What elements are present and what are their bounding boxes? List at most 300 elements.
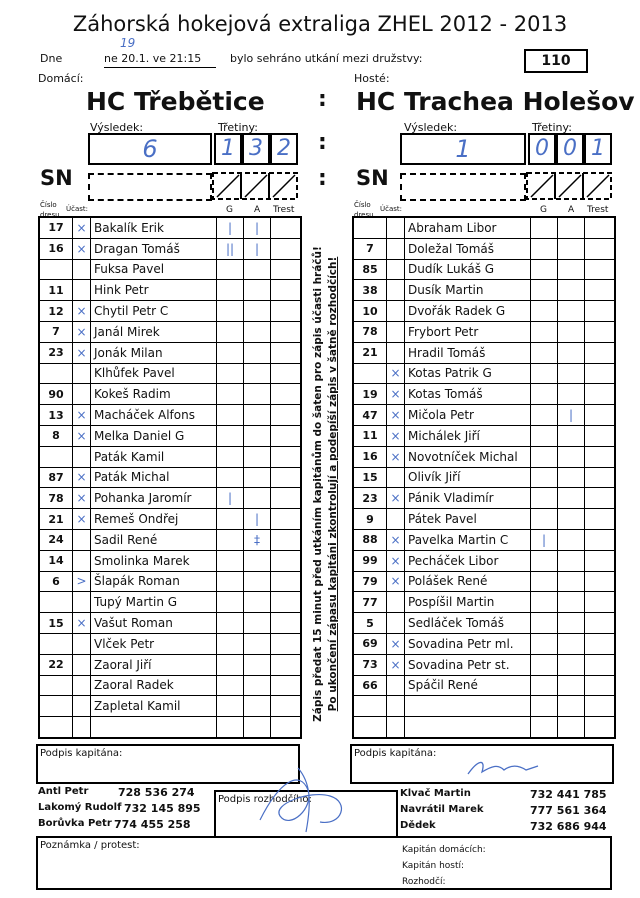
home-player-penalty[interactable]: [271, 529, 302, 550]
home-player-assists[interactable]: [244, 363, 271, 384]
away-player-assists[interactable]: [558, 363, 585, 384]
away-player-assists[interactable]: [558, 571, 585, 592]
home-player-number[interactable]: 16: [39, 238, 73, 259]
away-player-number[interactable]: 23: [353, 488, 387, 509]
away-player-assists[interactable]: [558, 321, 585, 342]
away-player-penalty[interactable]: [585, 425, 616, 446]
home-player-penalty[interactable]: [271, 217, 302, 238]
away-player-assists[interactable]: [558, 280, 585, 301]
home-player-participation[interactable]: >: [73, 571, 91, 592]
away-player-assists[interactable]: [558, 529, 585, 550]
home-player-goals[interactable]: [217, 509, 244, 530]
away-player-goals[interactable]: |: [531, 529, 558, 550]
away-player-number[interactable]: 88: [353, 529, 387, 550]
home-player-goals[interactable]: [217, 363, 244, 384]
away-player-row: [353, 592, 615, 613]
away-player-number[interactable]: 7: [353, 238, 387, 259]
home-player-penalty[interactable]: [271, 675, 302, 696]
away-player-goals[interactable]: [531, 509, 558, 530]
home-player-number[interactable]: 15: [39, 613, 73, 634]
home-player-row: [39, 696, 301, 717]
away-player-goals[interactable]: [531, 613, 558, 634]
away-player-participation[interactable]: ×: [387, 633, 405, 654]
home-player-goals[interactable]: [217, 613, 244, 634]
away-player-participation[interactable]: ×: [387, 425, 405, 446]
away-player-penalty[interactable]: [585, 446, 616, 467]
home-player-assists[interactable]: [244, 259, 271, 280]
away-player-number[interactable]: 5: [353, 613, 387, 634]
away-player-assists[interactable]: [558, 633, 585, 654]
home-player-name: Remeš Ondřej: [91, 509, 217, 530]
away-player-name: Sovadina Petr st.: [405, 654, 531, 675]
away-player-participation[interactable]: [387, 280, 405, 301]
home-player-number[interactable]: 24: [39, 529, 73, 550]
home-player-number[interactable]: 78: [39, 488, 73, 509]
home-player-goals[interactable]: [217, 425, 244, 446]
home-col-participation: Účast:: [66, 205, 89, 213]
away-player-penalty[interactable]: [585, 509, 616, 530]
home-player-goals[interactable]: [217, 259, 244, 280]
away-player-participation[interactable]: [387, 717, 405, 738]
away-player-participation[interactable]: ×: [387, 571, 405, 592]
away-player-number[interactable]: 85: [353, 259, 387, 280]
away-team-name: HC Trachea Holešov: [356, 87, 635, 116]
home-player-assists[interactable]: [244, 342, 271, 363]
home-player-penalty[interactable]: [271, 280, 302, 301]
away-player-penalty[interactable]: [585, 238, 616, 259]
home-player-number[interactable]: [39, 717, 73, 738]
away-official-3-name: Dědek: [400, 820, 436, 831]
away-player-name: Olivík Jiří: [405, 467, 531, 488]
away-player-participation[interactable]: [387, 592, 405, 613]
home-player-name: [91, 717, 217, 738]
away-player-penalty[interactable]: [585, 259, 616, 280]
home-player-goals[interactable]: |: [217, 488, 244, 509]
home-player-goals[interactable]: [217, 321, 244, 342]
away-player-participation[interactable]: ×: [387, 488, 405, 509]
away-official-3-phone: 732 686 944: [530, 820, 607, 833]
home-player-row: [39, 571, 301, 592]
home-player-goals[interactable]: [217, 592, 244, 613]
home-player-number[interactable]: 11: [39, 280, 73, 301]
home-player-participation[interactable]: ×: [73, 217, 91, 238]
away-period-2-value: 0: [563, 136, 577, 161]
away-player-participation[interactable]: [387, 321, 405, 342]
played-text: bylo sehráno utkání mezi družstvy:: [230, 52, 423, 65]
home-player-penalty[interactable]: [271, 238, 302, 259]
colon-separator-2: :: [318, 130, 327, 155]
home-player-goals[interactable]: [217, 529, 244, 550]
away-player-penalty[interactable]: [585, 280, 616, 301]
home-player-number[interactable]: 87: [39, 467, 73, 488]
away-player-goals[interactable]: [531, 301, 558, 322]
home-player-participation[interactable]: ×: [73, 509, 91, 530]
away-player-row: [353, 446, 615, 467]
away-player-assists[interactable]: [558, 259, 585, 280]
home-player-name: Sadil René: [91, 529, 217, 550]
away-player-goals[interactable]: [531, 488, 558, 509]
away-roster-table: [352, 216, 616, 739]
home-player-name: Vlček Petr: [91, 633, 217, 654]
home-player-penalty[interactable]: [271, 696, 302, 717]
away-player-assists[interactable]: [558, 238, 585, 259]
away-player-penalty[interactable]: [585, 342, 616, 363]
away-player-number[interactable]: [353, 363, 387, 384]
away-player-goals[interactable]: [531, 425, 558, 446]
away-player-assists[interactable]: [558, 550, 585, 571]
home-player-goals[interactable]: [217, 384, 244, 405]
home-player-participation[interactable]: [73, 654, 91, 675]
away-player-goals[interactable]: [531, 321, 558, 342]
away-player-name: Dusík Martin: [405, 280, 531, 301]
home-player-assists[interactable]: |: [244, 238, 271, 259]
away-player-number[interactable]: 11: [353, 425, 387, 446]
home-player-assists[interactable]: |: [244, 509, 271, 530]
home-player-number[interactable]: 13: [39, 405, 73, 426]
away-player-penalty[interactable]: [585, 467, 616, 488]
home-player-assists[interactable]: [244, 654, 271, 675]
home-player-number[interactable]: 22: [39, 654, 73, 675]
home-player-assists[interactable]: [244, 280, 271, 301]
away-player-penalty[interactable]: [585, 488, 616, 509]
away-result-value: 1: [455, 135, 471, 163]
away-player-row: [353, 425, 615, 446]
away-player-number[interactable]: 73: [353, 654, 387, 675]
away-player-name: Kotas Patrik G: [405, 363, 531, 384]
home-player-participation[interactable]: [73, 446, 91, 467]
home-player-participation[interactable]: ×: [73, 405, 91, 426]
home-player-penalty[interactable]: [271, 717, 302, 738]
home-player-number[interactable]: [39, 675, 73, 696]
away-player-assists[interactable]: [558, 696, 585, 717]
home-player-assists[interactable]: [244, 467, 271, 488]
home-player-penalty[interactable]: [271, 571, 302, 592]
away-player-penalty[interactable]: [585, 363, 616, 384]
away-player-participation[interactable]: ×: [387, 529, 405, 550]
away-player-assists[interactable]: [558, 217, 585, 238]
home-player-number[interactable]: 90: [39, 384, 73, 405]
home-player-assists[interactable]: [244, 696, 271, 717]
home-player-name: Dragan Tomáš: [91, 238, 217, 259]
home-player-row: [39, 363, 301, 384]
home-player-participation[interactable]: ×: [73, 613, 91, 634]
away-player-assists[interactable]: |: [558, 405, 585, 426]
home-player-goals[interactable]: [217, 550, 244, 571]
referee-label: Podpis rozhodčího:: [218, 794, 312, 805]
away-player-penalty[interactable]: [585, 613, 616, 634]
home-player-assists[interactable]: [244, 321, 271, 342]
away-player-participation[interactable]: ×: [387, 446, 405, 467]
home-player-assists[interactable]: [244, 425, 271, 446]
away-player-goals[interactable]: [531, 259, 558, 280]
home-player-penalty[interactable]: [271, 342, 302, 363]
away-sn-label: SN: [356, 166, 389, 190]
home-player-participation[interactable]: [73, 363, 91, 384]
home-player-number[interactable]: 17: [39, 217, 73, 238]
away-player-penalty[interactable]: [585, 592, 616, 613]
date-label: Dne: [40, 52, 63, 65]
away-player-participation[interactable]: ×: [387, 654, 405, 675]
away-player-number[interactable]: 16: [353, 446, 387, 467]
home-player-penalty[interactable]: [271, 384, 302, 405]
home-player-penalty[interactable]: [271, 488, 302, 509]
home-player-participation[interactable]: ×: [73, 488, 91, 509]
home-player-name: Hink Petr: [91, 280, 217, 301]
home-player-penalty[interactable]: [271, 654, 302, 675]
home-player-goals[interactable]: [217, 280, 244, 301]
away-player-participation[interactable]: [387, 613, 405, 634]
away-player-goals[interactable]: [531, 217, 558, 238]
away-player-name: Pavelka Martin C: [405, 529, 531, 550]
away-player-number[interactable]: 21: [353, 342, 387, 363]
away-player-assists[interactable]: [558, 467, 585, 488]
home-player-participation[interactable]: [73, 696, 91, 717]
home-player-penalty[interactable]: [271, 550, 302, 571]
away-player-number[interactable]: 15: [353, 467, 387, 488]
home-player-number[interactable]: [39, 259, 73, 280]
away-player-assists[interactable]: [558, 675, 585, 696]
away-player-goals[interactable]: [531, 280, 558, 301]
away-player-goals[interactable]: [531, 717, 558, 738]
home-player-goals[interactable]: [217, 446, 244, 467]
colon-separator-3: :: [318, 166, 327, 191]
home-player-participation[interactable]: [73, 550, 91, 571]
home-player-participation[interactable]: [73, 633, 91, 654]
away-player-participation[interactable]: [387, 217, 405, 238]
home-player-assists[interactable]: ‡: [244, 529, 271, 550]
home-player-row: [39, 342, 301, 363]
away-player-penalty[interactable]: [585, 405, 616, 426]
away-player-goals[interactable]: [531, 675, 558, 696]
away-player-assists[interactable]: [558, 425, 585, 446]
home-player-goals[interactable]: |: [217, 217, 244, 238]
away-player-number[interactable]: 9: [353, 509, 387, 530]
away-player-assists[interactable]: [558, 301, 585, 322]
home-side-label: Domácí:: [38, 72, 84, 85]
away-player-participation[interactable]: [387, 467, 405, 488]
home-captain-label: Podpis kapitána:: [40, 748, 123, 759]
home-player-penalty[interactable]: [271, 405, 302, 426]
away-player-penalty[interactable]: [585, 696, 616, 717]
home-player-penalty[interactable]: [271, 301, 302, 322]
home-player-number[interactable]: [39, 363, 73, 384]
away-player-assists[interactable]: [558, 509, 585, 530]
home-player-assists[interactable]: [244, 405, 271, 426]
away-player-number[interactable]: 66: [353, 675, 387, 696]
home-player-assists[interactable]: |: [244, 217, 271, 238]
home-player-participation[interactable]: ×: [73, 321, 91, 342]
away-player-assists[interactable]: [558, 446, 585, 467]
away-player-participation[interactable]: [387, 696, 405, 717]
away-player-goals[interactable]: [531, 696, 558, 717]
away-player-number[interactable]: 99: [353, 550, 387, 571]
home-player-participation[interactable]: ×: [73, 342, 91, 363]
home-player-penalty[interactable]: [271, 592, 302, 613]
home-player-assists[interactable]: [244, 301, 271, 322]
away-player-assists[interactable]: [558, 384, 585, 405]
home-player-participation[interactable]: [73, 529, 91, 550]
away-player-goals[interactable]: [531, 384, 558, 405]
home-player-participation[interactable]: [73, 280, 91, 301]
home-player-penalty[interactable]: [271, 509, 302, 530]
home-player-row: [39, 529, 301, 550]
away-player-penalty[interactable]: [585, 217, 616, 238]
away-player-penalty[interactable]: [585, 550, 616, 571]
away-col-a: A: [568, 205, 575, 215]
home-player-number[interactable]: 7: [39, 321, 73, 342]
away-captain-box[interactable]: [350, 744, 614, 784]
away-player-goals[interactable]: [531, 467, 558, 488]
away-player-goals[interactable]: [531, 363, 558, 384]
home-player-assists[interactable]: [244, 488, 271, 509]
away-player-penalty[interactable]: [585, 301, 616, 322]
away-player-penalty[interactable]: [585, 633, 616, 654]
away-player-participation[interactable]: [387, 238, 405, 259]
home-player-assists[interactable]: [244, 592, 271, 613]
away-player-assists[interactable]: [558, 592, 585, 613]
home-player-assists[interactable]: [244, 550, 271, 571]
away-player-participation[interactable]: ×: [387, 550, 405, 571]
home-player-penalty[interactable]: [271, 446, 302, 467]
away-player-number[interactable]: 77: [353, 592, 387, 613]
home-player-assists[interactable]: [244, 675, 271, 696]
away-player-penalty[interactable]: [585, 675, 616, 696]
home-player-number[interactable]: 12: [39, 301, 73, 322]
away-player-penalty[interactable]: [585, 384, 616, 405]
home-player-row: [39, 280, 301, 301]
home-player-penalty[interactable]: [271, 613, 302, 634]
home-player-assists[interactable]: [244, 446, 271, 467]
home-player-participation[interactable]: ×: [73, 301, 91, 322]
home-player-goals[interactable]: ||: [217, 238, 244, 259]
away-player-penalty[interactable]: [585, 717, 616, 738]
away-player-penalty[interactable]: [585, 571, 616, 592]
away-player-goals[interactable]: [531, 550, 558, 571]
home-player-goals[interactable]: [217, 675, 244, 696]
away-player-goals[interactable]: [531, 633, 558, 654]
away-player-number[interactable]: [353, 217, 387, 238]
home-player-number[interactable]: 8: [39, 425, 73, 446]
home-player-participation[interactable]: [73, 384, 91, 405]
away-player-assists[interactable]: [558, 654, 585, 675]
home-col-number: Číslo dresu: [40, 201, 60, 219]
home-player-penalty[interactable]: [271, 425, 302, 446]
away-player-goals[interactable]: [531, 592, 558, 613]
away-col-trest: Trest: [587, 205, 609, 215]
away-player-name: Polášek René: [405, 571, 531, 592]
home-player-assists[interactable]: [244, 613, 271, 634]
home-player-goals[interactable]: [217, 633, 244, 654]
home-player-number[interactable]: [39, 592, 73, 613]
away-player-number[interactable]: 38: [353, 280, 387, 301]
home-player-number[interactable]: 23: [39, 342, 73, 363]
away-player-assists[interactable]: [558, 488, 585, 509]
home-player-number[interactable]: [39, 696, 73, 717]
home-player-row: [39, 238, 301, 259]
note-box[interactable]: [36, 836, 612, 890]
away-player-goals[interactable]: [531, 571, 558, 592]
away-player-penalty[interactable]: [585, 321, 616, 342]
home-player-goals[interactable]: [217, 301, 244, 322]
away-player-participation[interactable]: ×: [387, 405, 405, 426]
away-player-goals[interactable]: [531, 654, 558, 675]
away-player-goals[interactable]: [531, 238, 558, 259]
away-player-number[interactable]: [353, 717, 387, 738]
away-player-penalty[interactable]: [585, 654, 616, 675]
home-player-participation[interactable]: ×: [73, 425, 91, 446]
home-player-number[interactable]: [39, 633, 73, 654]
home-player-assists[interactable]: [244, 717, 271, 738]
home-player-number[interactable]: 21: [39, 509, 73, 530]
home-player-participation[interactable]: [73, 259, 91, 280]
home-player-number[interactable]: [39, 446, 73, 467]
away-player-row: [353, 550, 615, 571]
away-player-goals[interactable]: [531, 342, 558, 363]
home-periods-label: Třetiny:: [218, 121, 258, 134]
away-player-participation[interactable]: [387, 259, 405, 280]
away-player-number[interactable]: 79: [353, 571, 387, 592]
away-player-participation[interactable]: [387, 342, 405, 363]
home-player-goals[interactable]: [217, 571, 244, 592]
away-player-assists[interactable]: [558, 613, 585, 634]
away-player-number[interactable]: 78: [353, 321, 387, 342]
home-player-goals[interactable]: [217, 405, 244, 426]
away-official-1-name: Klvač Martin: [400, 788, 471, 799]
away-player-number[interactable]: [353, 696, 387, 717]
home-player-goals[interactable]: [217, 717, 244, 738]
home-player-participation[interactable]: [73, 717, 91, 738]
away-player-penalty[interactable]: [585, 529, 616, 550]
home-player-goals[interactable]: [217, 696, 244, 717]
away-player-goals[interactable]: [531, 405, 558, 426]
away-player-row: [353, 217, 615, 238]
home-player-penalty[interactable]: [271, 321, 302, 342]
home-player-participation[interactable]: ×: [73, 467, 91, 488]
home-player-number[interactable]: 14: [39, 550, 73, 571]
home-player-goals[interactable]: [217, 342, 244, 363]
away-player-participation[interactable]: [387, 301, 405, 322]
home-player-number[interactable]: 6: [39, 571, 73, 592]
home-player-participation[interactable]: [73, 675, 91, 696]
home-player-assists[interactable]: [244, 571, 271, 592]
home-player-participation[interactable]: ×: [73, 238, 91, 259]
away-player-participation[interactable]: [387, 675, 405, 696]
home-player-name: Paták Kamil: [91, 446, 217, 467]
home-player-assists[interactable]: [244, 633, 271, 654]
away-player-participation[interactable]: [387, 509, 405, 530]
home-player-penalty[interactable]: [271, 467, 302, 488]
away-player-number[interactable]: 47: [353, 405, 387, 426]
away-player-assists[interactable]: [558, 342, 585, 363]
away-player-number[interactable]: 69: [353, 633, 387, 654]
home-period-3-value: 2: [277, 136, 291, 161]
away-player-participation[interactable]: ×: [387, 363, 405, 384]
home-player-penalty[interactable]: [271, 633, 302, 654]
away-player-participation[interactable]: ×: [387, 384, 405, 405]
home-player-row: [39, 488, 301, 509]
away-player-goals[interactable]: [531, 446, 558, 467]
footer-referee: Rozhodčí:: [402, 877, 446, 887]
away-player-number[interactable]: 10: [353, 301, 387, 322]
home-player-penalty[interactable]: [271, 363, 302, 384]
away-player-assists[interactable]: [558, 717, 585, 738]
home-player-penalty[interactable]: [271, 259, 302, 280]
away-player-number[interactable]: 19: [353, 384, 387, 405]
home-player-goals[interactable]: [217, 654, 244, 675]
home-player-assists[interactable]: [244, 384, 271, 405]
home-player-participation[interactable]: [73, 592, 91, 613]
home-player-goals[interactable]: [217, 467, 244, 488]
